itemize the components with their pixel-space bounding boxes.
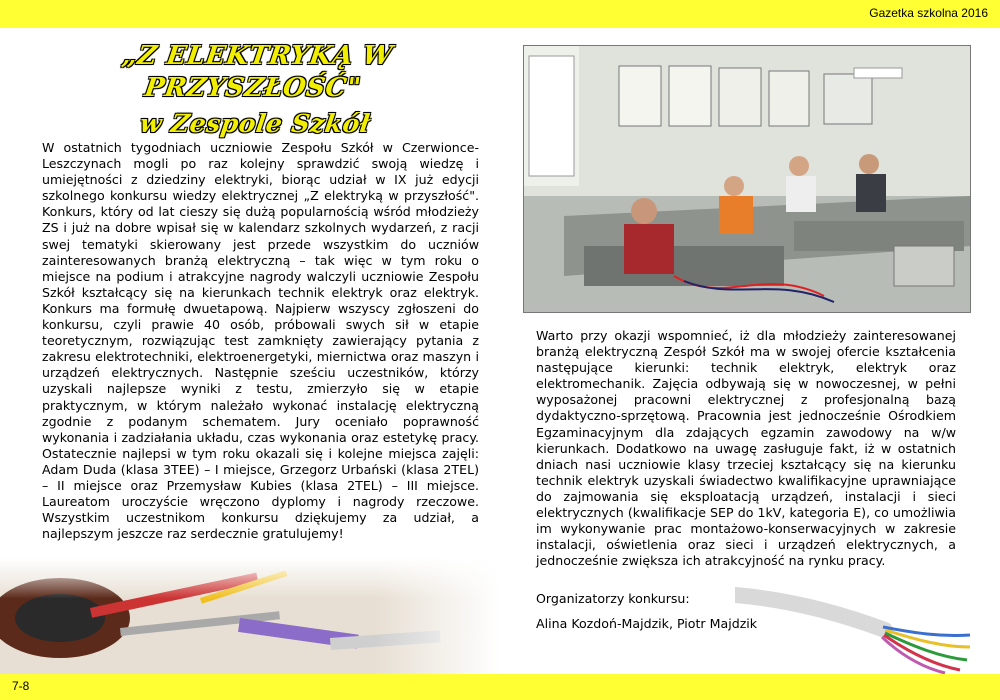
header-bar	[0, 0, 1000, 28]
organizers-names: Alina Kozdoń-Majdzik, Piotr Majdzik	[536, 616, 758, 631]
organizers-label: Organizatorzy konkursu:	[536, 591, 690, 606]
footer-bar	[0, 674, 1000, 700]
title-line-1: „Z ELEKTRYKĄ W PRZYSZŁOŚĆ"	[120, 41, 395, 103]
page-number: 7-8	[12, 679, 30, 693]
article-body-right: Warto przy okazji wspomnieć, iż dla młodzieży zainteresowanej branżą elektryczną Zespół Szkół ma w swojej ofercie kształcenia następujące kierunki: technik elektryk, elektryk oraz elektromechanik. Zajęcia odbywają się w nowoczesnej, w pełni wyposażonej pracowni elektrycznej z profesjonalną bazą dydaktyczno-sprzętową. Pracownia jest jednocześnie Ośrodkiem Egzaminacyjnym dla zdających egzamin zawodowy na w/w kierunkach. Dodatkowo na uwagę zasługuje fakt, iż w ostatnich dniach nasi uczniowie klasy trzeciej kształcący się na kierunku technik elektryk uzyskali świadectwo kwalifikacyjne uprawniające do zajmowania się eksploatacją urządzeń, instalacji i sieci elektrycznych (kwalifikacje SEP do 1kV, kategoria E), co umożliwia im wykonywanie prac montażowo-konserwacyjnych w zakresie instalacji, oświetlenia oraz sieci i urządzeń elektrycznych, a jednocześnie zwiększa ich atrakcyjność na rynku pracy.	[536, 328, 956, 569]
newsletter-label: Gazetka szkolna 2016	[869, 6, 988, 20]
article-title	[20, 40, 490, 140]
article-body-left: W ostatnich tygodniach uczniowie Zespołu Szkół w Czerwionce-Leszczynach mogli po raz kolejny sprawdzić swoją wiedzę i umiejętności z dziedziny elektryki, biorąc udział w IX już edycji szkolnego konkursu wiedzy elektrycznej „Z elektryką w przyszłość". Konkurs, który od lat cieszy się dużą popularnością wśród młodzieży ZS i już na dobre wpisał się w kalendarz szkolnych wydarzeń, z racji swej tematyki skierowany jest przede wszystkim do uczniów zainteresowanych branżą elektryczną – tak więc w tym roku o miejsce na podium i atrakcyjne nagrody walczyli uczniowie Zespołu Szkół kształcący się na kierunkach technik elektryk oraz elektryk. Konkurs ma formułę dwuetapową. Najpierw wszyscy zgłoszeni do konkursu, czyli prawie 40 osób, próbowali swych sił w etapie teoretycznym, rozwiązując test zamknięty zawierający pytania z zakresu elektrotechniki, elektroenergetyki, miernictwa oraz maszyn i urządzeń elektrycznych. Następnie sześciu uczestników, którzy uzyskali najlepsze wyniki z testu, zmierzyło się w etapie praktycznym, w którym należało wykonać instalację elektryczną zgodnie z podanym schematem. Jury oceniało poprawność wykonania i zadziałania układu, czas wykonania oraz estetykę pracy. Ostatecznie najlepsi w tym roku okazali się i kolejne miejsca zajęli: Adam Duda (klasa 3TEE) – I miejsce, Grzegorz Urbański (klasa 2TEL) – II miejsce oraz Przemysław Kubies (klasa 2TEL) – III miejsce. Laureatom uroczyście wręczono dyplomy i nagrody rzeczowe. Wszystkim uczestnikom konkursu dziękujemy za udział, a najlepszym jeszcze raz serdecznie gratulujemy!	[42, 140, 479, 542]
tools-illustration	[0, 558, 500, 674]
cable-illustration	[735, 575, 975, 674]
title-line-2: w Zespole Szkół	[137, 109, 373, 138]
classroom-photo	[523, 45, 971, 313]
